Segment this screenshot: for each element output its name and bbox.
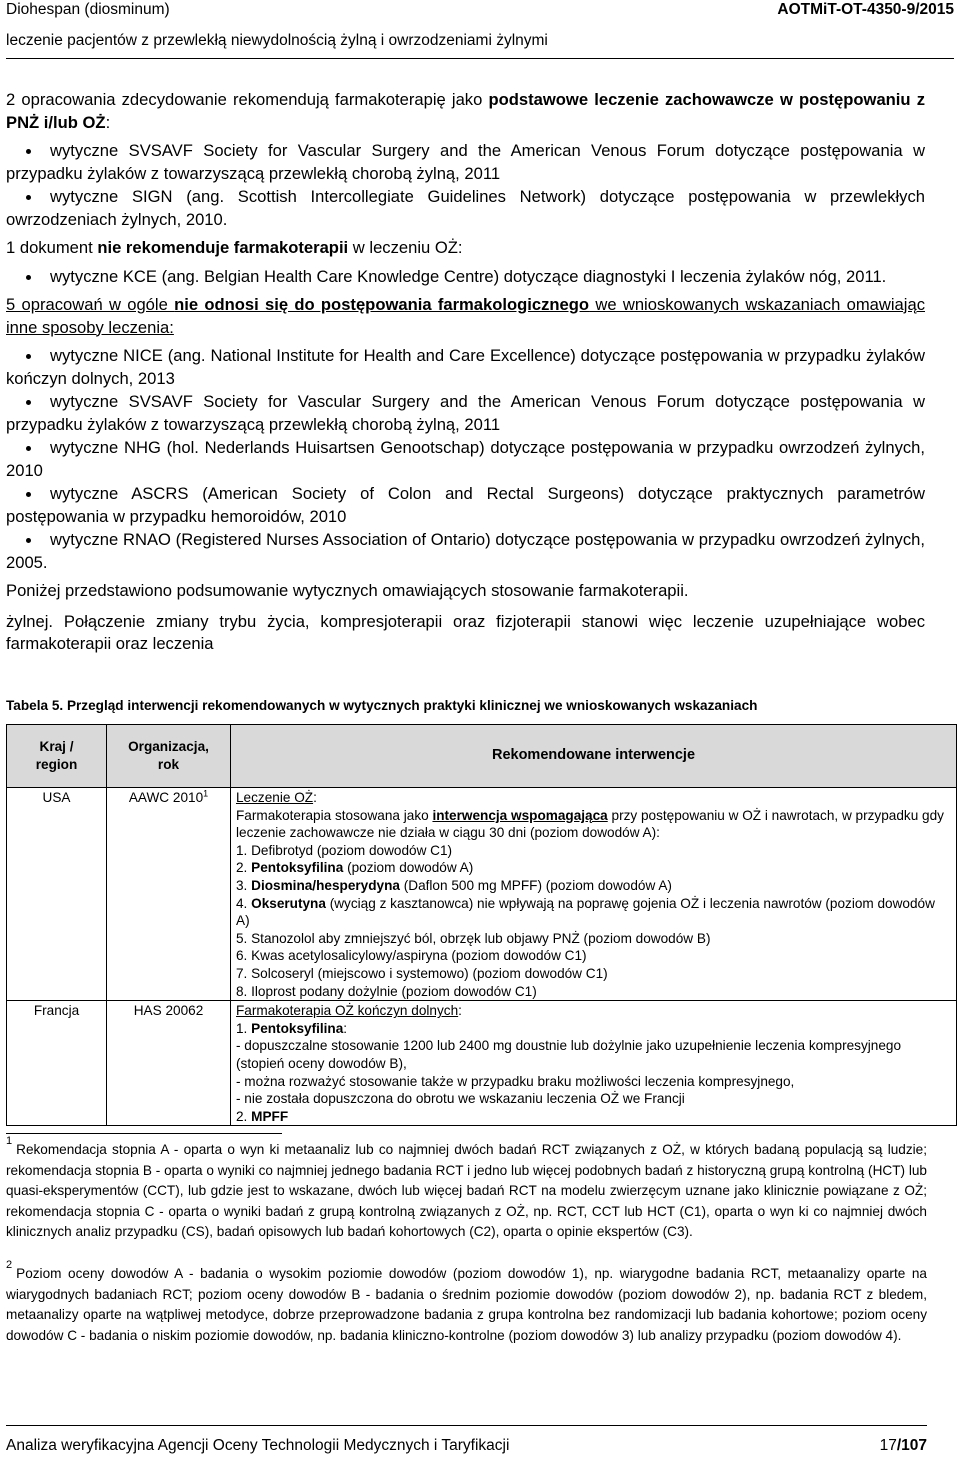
- intervention-item: 7. Solcoseryl (miejscowo i systemowo) (poziom dowodów C1): [236, 965, 608, 981]
- bullet-icon: [26, 538, 31, 543]
- list-item: [6, 186, 925, 231]
- page-header: [6, 0, 954, 59]
- item-number: 1.: [236, 1020, 252, 1036]
- header-interventions: Rekomendowane interwencje: [231, 725, 957, 788]
- drug-name: Okserutyna: [251, 895, 326, 911]
- item-colon: :: [343, 1020, 348, 1036]
- list-item: [6, 529, 925, 574]
- bullet-icon: [26, 492, 31, 497]
- header-region: [7, 725, 107, 788]
- cell-organization: [107, 788, 231, 1001]
- item-detail: (wyciąg z kasztanowca) nie wpływają na poprawę gojenia OŻ i leczenia nawrotów (poziom dowodów A): [236, 895, 935, 929]
- section1-intro-text: 2 opracowania zdecydowanie rekomendują farmakoterapię jako: [6, 90, 489, 109]
- list-item-text: wytyczne NHG (hol. Nederlands Huisartsen Genootschap) dotyczące postępowania w przypadku owrzodzeń żylnych, 2010: [6, 438, 925, 480]
- intervention-detail: - można rozważyć stosowanie także w przypadku braku możliwości leczenia kompresyjnego,: [236, 1073, 795, 1089]
- section1-intro-end: :: [105, 112, 111, 132]
- bullet-icon: [26, 446, 31, 451]
- summary-paragraph: Poniżej przedstawiono podsumowanie wytycznych omawiających stosowanie farmakoterapii.: [6, 581, 689, 600]
- header-indication: leczenie pacjentów z przewlekłą niewydolnością żylną i owrzodzeniami żylnymi: [6, 32, 548, 49]
- cell-organization: [107, 1001, 231, 1126]
- table-row: [7, 788, 957, 1001]
- list-item: [6, 483, 925, 528]
- intervention-item: 5. Stanozolol aby zmniejszyć ból, obrzęk lub objawy PNŻ (poziom dowodów B): [236, 930, 711, 946]
- section3-list: [6, 345, 925, 574]
- list-item-text: wytyczne ASCRS (American Society of Colon and Rectal Surgeons) dotyczące praktycznych parametrów postępowania w przypadku hemoroidów, 2010: [6, 484, 925, 526]
- intervention-item: 1. Defibrotyd (poziom dowodów C1): [236, 842, 453, 858]
- item-number: 4.: [236, 895, 252, 911]
- org-name: HAS 2006: [133, 1003, 196, 1019]
- list-item-text: wytyczne KCE (ang. Belgian Health Care Knowledge Centre) dotyczące diagnostyki I leczenia żylaków nóg, 2011.: [50, 266, 887, 286]
- footnote-text: Rekomendacja stopnia A - oparta o wyn ki metaanaliz lub co najmniej dwóch badań RCT związanych z OŻ, w których badaną populacją są ludzie; rekomendacja stopnia B - oparta o wyniki co najmniej jednego badania RCT i jedno lub więcej podobnych badań z historyczną grupą kontrolną (HCT) lub quasi-eksperymentów (CCT), lub gdzie jest to wskazane, dwóch lub więcej badań RCT na modelu zwierzęcym uznane jako klinicznie powiązane z OŻ; rekomendacja stopnia C - oparta o wyniki badań z grupą kontrolną związanych z OŻ, np. RCT, CCT lub HCT (C1), oparta o wyn ki co najmniej dwóch klinicznych analiz przypadku (CS), badań opisowych lub badań kohortowych (C2), oparta o opinie ekspertów (C3).: [6, 1142, 927, 1240]
- list-item: [6, 437, 925, 482]
- intervention-heading: [236, 1002, 951, 1020]
- table-row: [7, 1001, 957, 1126]
- cell-interventions: [231, 788, 957, 1001]
- bullet-icon: [26, 400, 31, 405]
- section1-list: [6, 140, 925, 231]
- item-number: 2.: [236, 1108, 252, 1124]
- page-current: 17: [879, 1437, 897, 1454]
- cell-interventions: [231, 1001, 957, 1126]
- list-item-text: wytyczne RNAO (Registered Nurses Association of Ontario) dotyczące postępowania w przypadku owrzodzeń żylnych, 2005.: [6, 530, 925, 572]
- list-item-text: wytyczne SVSAVF Society for Vascular Surgery and the American Venous Forum dotyczące postępowania w przypadku żylaków z towarzyszącą przewlekłą chorobą żylną, 2011: [6, 392, 925, 434]
- org-name: AAWC 2010: [128, 790, 204, 805]
- header-region-line2: region: [35, 757, 78, 772]
- intervention-item: [236, 877, 951, 895]
- intervention-detail: - nie została dopuszczona do obrotu we wskazaniu leczenia OŻ we Francji: [236, 1091, 685, 1107]
- description-end: przy postępowaniu w OŻ i nawrotach, w przypadku gdy leczenie zachowawcze nie działa w ciągu 30 dni (poziom dowodów A):: [236, 807, 944, 841]
- page-footer: [6, 1437, 927, 1455]
- intervention-item: [236, 1020, 951, 1038]
- item-detail: (poziom dowodów A): [343, 860, 474, 876]
- footnote-text: Poziom oceny dowodów A - badania o wysokim poziomie dowodów (poziom dowodów 1), np. wiarygodne badania RCT, metaanalizy oparte na wiarygodnych badaniach RCT; poziom oceny dowodów B - badania o średnim poziomie dowodów (poziom dowodów 2), np. badania RCT z bledem, metaanalizy oparte na wątpliwej metodyce, dobrze przeprowadzone badania z grupa kontrolna bez randomizacji lub badania kohortowe; poziom oceny dowodów C - badania o niskim poziomie dowodów, np. badania kliniczno-kontrolne (poziom dowodów 3) lub analizy przypadku (poziom dowodów 4).: [6, 1266, 927, 1343]
- header-org-line1: Organizacja,: [128, 739, 209, 755]
- bullet-icon: [26, 195, 31, 200]
- list-item: [6, 266, 925, 289]
- intervention-heading-text: Leczenie OŻ: [236, 790, 314, 805]
- bullet-icon: [26, 354, 31, 359]
- bullet-icon: [26, 149, 31, 154]
- drug-name: Pentoksyfilina: [251, 1020, 344, 1036]
- section3-intro-text: 5 opracowań w ogóle: [6, 295, 175, 314]
- section3-intro: [6, 294, 925, 339]
- intervention-item: [236, 895, 951, 930]
- list-item: [6, 140, 925, 185]
- intervention-heading: [236, 789, 951, 807]
- table-caption: Tabela 5. Przegląd interwencji rekomendowanych w wytycznych praktyki klinicznej we wnioskowanych wskazaniach: [6, 698, 758, 713]
- intervention-item: [236, 859, 951, 877]
- footnote-ref: 2: [195, 1003, 204, 1019]
- section2-intro-text: 1 dokument: [6, 238, 98, 257]
- footer-agency: Analiza weryfikacyjna Agencji Oceny Technologii Medycznych i Taryfikacji: [6, 1437, 510, 1454]
- section2-list: [6, 266, 925, 289]
- section1-intro: [6, 89, 925, 134]
- intervention-heading-colon: :: [313, 790, 317, 805]
- page-number: [880, 1437, 927, 1455]
- list-item-text: wytyczne SIGN (ang. Scottish Intercollegiate Guidelines Network) dotyczące postępowania w przewlekłych owrzodzeniach żylnych, 2010.: [6, 187, 925, 229]
- drug-name: Pentoksyfilina: [251, 860, 344, 876]
- bullet-icon: [26, 275, 31, 280]
- intervention-heading-colon: :: [458, 1003, 462, 1019]
- intervention-item: 8. Iloprost podany dożylnie (poziom dowodów C1): [236, 983, 537, 999]
- footnote-ref: 1: [203, 788, 209, 799]
- section2-intro-bold: nie rekomenduje farmakoterapii: [97, 238, 349, 257]
- footnote-divider: [6, 1133, 282, 1134]
- list-item: [6, 345, 925, 390]
- list-item-text: wytyczne SVSAVF Society for Vascular Surgery and the American Venous Forum dotyczące postępowania w przypadku żylaków z towarzyszącą przewlekłą chorobą żylną, 2011: [6, 141, 925, 183]
- page-total: /107: [896, 1437, 927, 1454]
- header-drug-name: Diohespan (diosminum): [6, 1, 170, 18]
- description-text: Farmakoterapia stosowana jako: [236, 807, 433, 823]
- section2-intro-end: w leczeniu OŻ:: [348, 238, 463, 257]
- description-bold: interwencja wspomagająca: [432, 807, 608, 823]
- item-detail: (Daflon 500 mg MPFF) (poziom dowodów A): [399, 877, 672, 893]
- footer-divider: [6, 1425, 927, 1426]
- item-number: 2.: [236, 860, 252, 876]
- note-paragraph: żylnej. Połączenie zmiany trybu życia, kompresjoterapii oraz fizjoterapii stanowi więc leczenie uzupełniające wobec farmakoterapii oraz leczenia: [6, 611, 925, 653]
- intervention-item: [236, 1108, 951, 1126]
- header-region-line1: Kraj /: [39, 739, 74, 755]
- header-organization: [107, 725, 231, 788]
- section1-intro-bold: podstawowe leczenie zachowawcze w postępowaniu z PNŻ i/lub OŻ: [6, 90, 926, 132]
- list-item-text: wytyczne NICE (ang. National Institute for Health and Care Excellence) dotyczące postępowania w przypadku żylaków kończyn dolnych, 2013: [6, 346, 925, 388]
- section3-intro-end: we wnioskowanych wskazaniach omawiając inne sposoby leczenia:: [6, 295, 925, 337]
- item-number: 3.: [236, 877, 252, 893]
- cell-region: USA: [7, 788, 107, 1001]
- footnote-number: 2: [6, 1259, 13, 1272]
- header-org-line2: rok: [157, 757, 180, 772]
- footnote-1: [6, 1135, 927, 1243]
- cell-region: Francja: [7, 1001, 107, 1126]
- intervention-item: 6. Kwas acetylosalicylowy/aspiryna (poziom dowodów C1): [236, 948, 587, 964]
- footnote-2: [6, 1259, 927, 1346]
- table-header-row: [7, 725, 957, 788]
- intervention-heading-text: Farmakoterapia OŻ kończyn dolnych: [236, 1003, 459, 1019]
- list-item: [6, 391, 925, 436]
- section3-intro-bold: nie odnosi się do postępowania farmakologicznego: [174, 295, 590, 314]
- drug-name: Diosmina/hesperydyna: [251, 877, 400, 893]
- drug-name: MPFF: [251, 1108, 289, 1124]
- footnote-number: 1: [6, 1135, 13, 1148]
- intervention-description: [236, 807, 951, 842]
- section2-intro: [6, 237, 925, 260]
- main-content: [6, 89, 925, 664]
- header-report-id: AOTMiT-OT-4350-9/2015: [777, 1, 954, 18]
- interventions-table: [6, 724, 957, 1126]
- intervention-detail: - dopuszczalne stosowanie 1200 lub 2400 mg doustnie lub dożylnie jako uzupełnienie leczenia kompresyjnego (stopień oceny dowodów B),: [236, 1038, 902, 1071]
